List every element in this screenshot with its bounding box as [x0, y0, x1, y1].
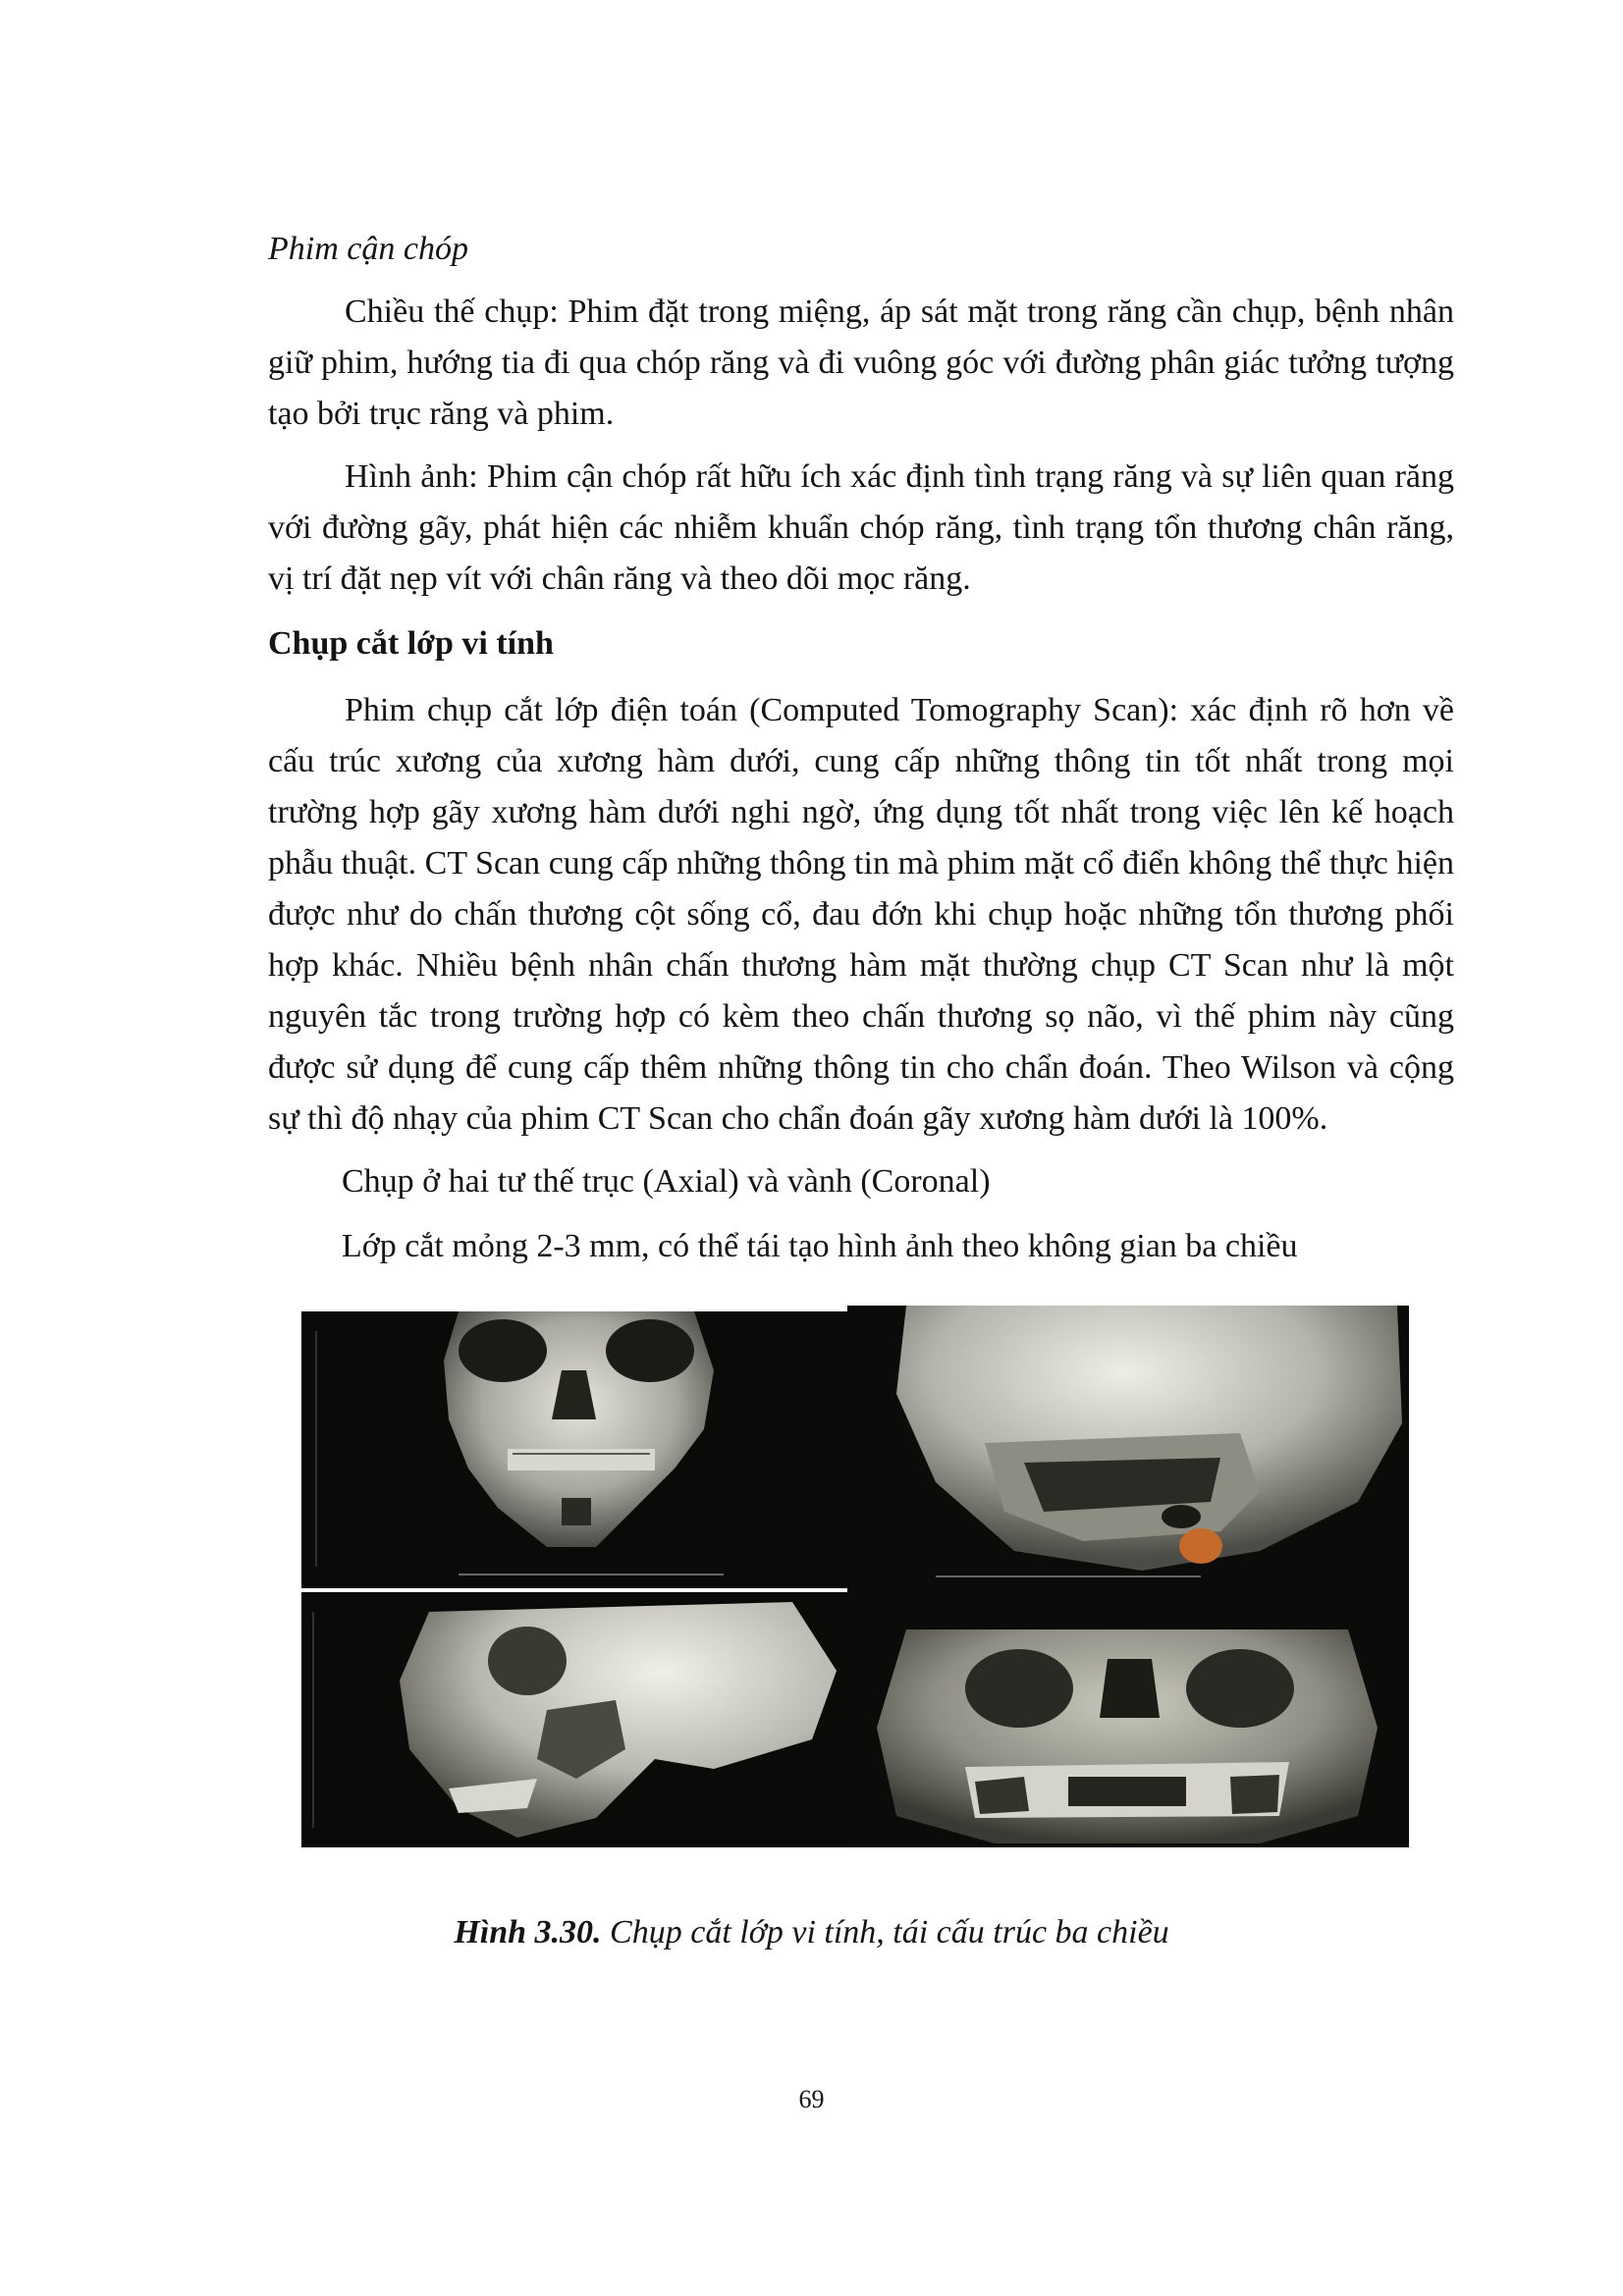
ct-panel-frontal: [301, 1311, 847, 1588]
skull-inferior-image: [847, 1590, 1409, 1847]
page-number: 69: [798, 2085, 825, 2113]
skull-frontal-image: [301, 1311, 847, 1588]
paragraph-shooting-technique: Chiều thế chụp: Phim đặt trong miệng, áp sát mặt trong răng cần chụp, bệnh nhân giữ phim, hướng tia đi qua chóp răng và đi vuông góc với đường phân giác tưởng tượng tạo bởi trục răng và phim.: [268, 294, 1454, 432]
paragraph-ct-scan: Phim chụp cắt lớp điện toán (Computed Tomography Scan): xác định rõ hơn về cấu trúc xương của xương hàm dưới, cung cấp những thông tin tốt nhất trong mọi trường hợp gãy xương hàm dưới nghi ngờ, ứng dụng tốt nhất trong việc lên kế hoạch phẫu thuật. CT Scan cung cấp những thông tin mà phim mặt cổ điển không thể thực hiện được như do chấn thương cột sống cổ, đau đớn khi chụp hoặc những tổn thương phối hợp khác. Nhiều bệnh nhân chấn thương hàm mặt thường chụp CT Scan như là một nguyên tắc trong trường hợp có kèm theo chấn thương sọ não, vì thế phim này cũng được sử dụng để cung cấp thêm những thông tin cho chẩn đoán. Theo Wilson và cộng sự thì độ nhạy của phim CT Scan cho chẩn đoán gãy xương hàm dưới là 100%.: [268, 692, 1454, 1137]
ct-panel-oblique: [847, 1306, 1409, 1590]
section-title-ct-scan: Chụp cắt lớp vi tính: [268, 625, 554, 662]
ct-panel-lateral: [301, 1592, 847, 1847]
figure-caption: [0, 1914, 1623, 1951]
figure-caption-label: Hình 3.30.: [454, 1914, 602, 1950]
line-slice-thickness: Lớp cắt mỏng 2-3 mm, có thể tái tạo hình ảnh theo không gian ba chiều: [342, 1228, 1298, 1264]
skull-lateral-image: [301, 1592, 847, 1847]
skull-oblique-image: [847, 1306, 1409, 1590]
page-content: [268, 222, 1454, 1286]
paragraph-periapical-image: Hình ảnh: Phim cận chóp rất hữu ích xác định tình trạng răng và sự liên quan răng với đường gãy, phát hiện các nhiễm khuẩn chóp răng, tình trạng tổn thương chân răng, vị trí đặt nẹp vít với chân răng và theo dõi mọc răng.: [268, 458, 1454, 597]
ct-3d-reconstruction-figure: [301, 1306, 1409, 1847]
section-title-periapical-film: Phim cận chóp: [268, 231, 468, 267]
figure-caption-text: Chụp cắt lớp vi tính, tái cấu trúc ba chiều: [601, 1914, 1169, 1950]
ct-panel-inferior: [847, 1590, 1409, 1847]
line-scan-positions: Chụp ở hai tư thế trục (Axial) và vành (Coronal): [342, 1163, 991, 1200]
